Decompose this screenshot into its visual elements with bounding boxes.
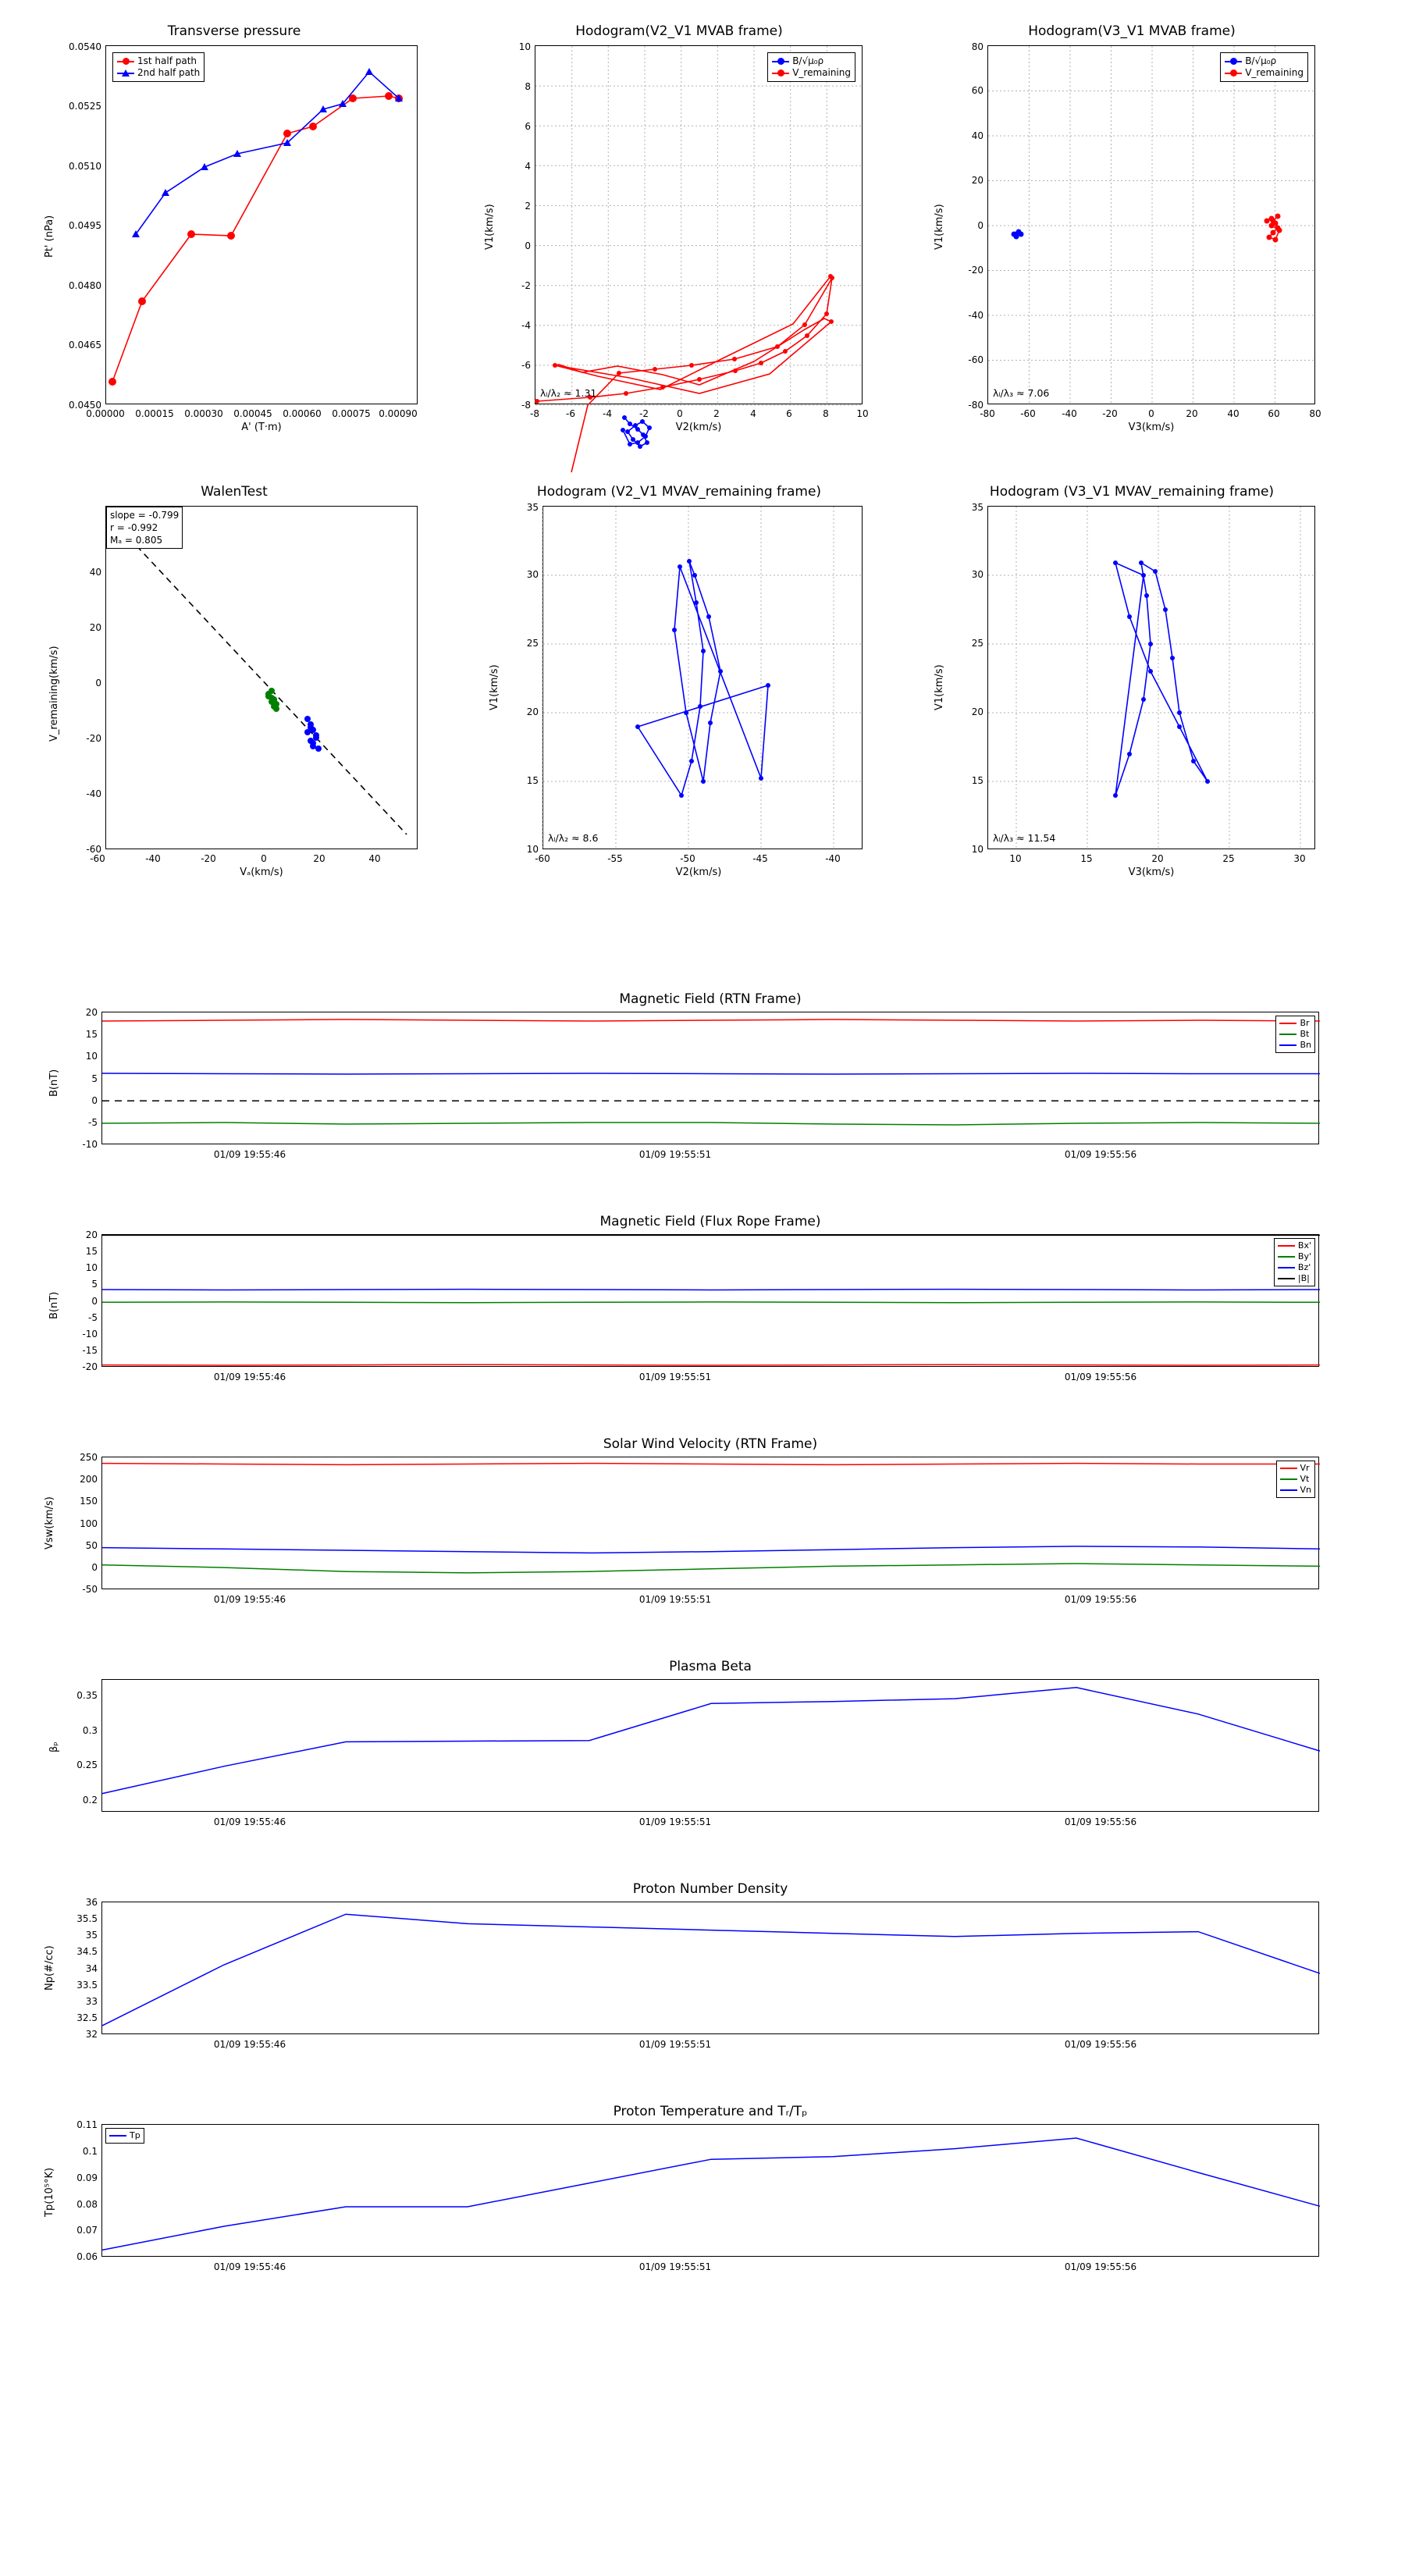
- legend-label: Bz': [1297, 1262, 1311, 1272]
- x-tick: 0.00045: [233, 408, 272, 419]
- y-tick: 8: [525, 81, 531, 92]
- y-tick: 20: [971, 706, 984, 717]
- plot-svg: [543, 507, 863, 850]
- y-tick: 36: [85, 1897, 98, 1908]
- x-tick: 20: [313, 853, 325, 864]
- y-tick: 0.35: [76, 1690, 98, 1701]
- plot-area: [535, 45, 863, 404]
- y-axis-label: V1(km/s): [484, 204, 496, 250]
- y-tick: 30: [971, 569, 984, 580]
- legend-transverse-pressure: [112, 52, 205, 82]
- x-tick: 0.00015: [135, 408, 174, 419]
- y-tick: 0.08: [76, 2199, 98, 2210]
- panel-title: Hodogram(V2_V1 MVAB frame): [575, 23, 783, 39]
- legend-magnetic-field-flux-rope: [1274, 1238, 1315, 1286]
- y-tick: 150: [80, 1496, 98, 1507]
- legend-proton-temperature: [105, 2128, 144, 2144]
- y-tick: 10: [85, 1262, 98, 1273]
- y-tick: 0.07: [76, 2225, 98, 2236]
- x-tick: 10: [856, 408, 869, 419]
- y-tick: 0: [91, 1562, 98, 1573]
- x-tick: -6: [566, 408, 575, 419]
- y-tick: -2: [521, 280, 531, 291]
- panel-hodogram-v3v1-mvab: [921, 16, 1343, 433]
- x-axis-label: V2(km/s): [675, 866, 722, 878]
- y-tick: 80: [971, 41, 984, 52]
- x-tick: -60: [535, 853, 550, 864]
- y-tick: 0.0525: [69, 101, 101, 112]
- y-axis-label: Tp(10⁵°K): [44, 2167, 55, 2217]
- y-axis-label: V1(km/s): [489, 664, 500, 710]
- panel-hodogram-v3v1-mvav: [921, 476, 1343, 882]
- plot-area: [101, 1902, 1319, 2034]
- x-tick: 01/09 19:55:46: [213, 1816, 286, 1827]
- legend-label: B/√μ₀ρ: [792, 55, 824, 66]
- y-tick: 20: [89, 622, 101, 633]
- x-tick: 0.00000: [86, 408, 125, 419]
- x-tick: 60: [1268, 408, 1280, 419]
- x-tick: 01/09 19:55:56: [1064, 1149, 1137, 1160]
- y-tick: -50: [82, 1584, 98, 1595]
- y-tick: 5: [91, 1279, 98, 1290]
- y-tick: -15: [82, 1345, 98, 1356]
- y-tick: 0.1: [82, 2146, 98, 2157]
- y-tick: 10: [518, 41, 531, 52]
- y-tick: -5: [88, 1117, 98, 1128]
- y-tick: -60: [968, 354, 984, 365]
- y-tick: -10: [82, 1329, 98, 1340]
- x-tick: 01/09 19:55:51: [638, 2039, 712, 2050]
- y-tick: 10: [971, 844, 984, 855]
- y-tick: 0.09: [76, 2172, 98, 2183]
- y-tick: 0.0510: [69, 161, 101, 172]
- x-tick: 01/09 19:55:46: [213, 1594, 286, 1605]
- panel-title: Transverse pressure: [167, 23, 301, 39]
- y-axis-label: Np(#/cc): [44, 1945, 55, 1991]
- y-tick: 0.06: [76, 2251, 98, 2262]
- y-tick: 100: [80, 1518, 98, 1529]
- y-tick: -5: [88, 1312, 98, 1323]
- y-tick: 20: [971, 175, 984, 186]
- eigenvalue-ratio-annotation: λₗ/λ₃ ≈ 11.54: [993, 832, 1056, 844]
- legend-label: Vr: [1300, 1463, 1310, 1473]
- x-tick: 01/09 19:55:46: [213, 1372, 286, 1382]
- panel-title: Hodogram(V3_V1 MVAB frame): [1028, 23, 1236, 39]
- y-tick: 20: [85, 1229, 98, 1240]
- x-tick: -60: [90, 853, 105, 864]
- legend-magnetic-field-rtn: [1275, 1016, 1315, 1053]
- y-tick: 15: [85, 1029, 98, 1040]
- x-tick: 01/09 19:55:46: [213, 2039, 286, 2050]
- plot-svg: [535, 46, 863, 405]
- x-tick: -80: [980, 408, 995, 419]
- plot-area: [987, 45, 1315, 404]
- plot-area: [101, 2124, 1319, 2257]
- y-tick: -80: [968, 400, 984, 411]
- y-tick: 4: [525, 161, 531, 172]
- panel-hodogram-v2v1-mvav: [476, 476, 882, 882]
- panel-title: Plasma Beta: [669, 1659, 752, 1674]
- y-tick: -6: [521, 360, 531, 371]
- x-tick: 01/09 19:55:56: [1064, 2039, 1137, 2050]
- legend-label: Bn: [1300, 1040, 1311, 1050]
- plot-area: [101, 1679, 1319, 1812]
- x-tick: 15: [1080, 853, 1093, 864]
- panel-title: Magnetic Field (Flux Rope Frame): [599, 1214, 821, 1229]
- y-tick: 15: [526, 775, 539, 786]
- plot-svg: [102, 1680, 1320, 1813]
- y-tick: 6: [525, 121, 531, 132]
- y-tick: 33.5: [76, 1980, 98, 1991]
- x-tick: 01/09 19:55:46: [213, 2261, 286, 2272]
- y-tick: 34: [85, 1963, 98, 1974]
- legend-label: Tp: [130, 2130, 140, 2140]
- y-tick: -20: [82, 1361, 98, 1372]
- panel-title: Solar Wind Velocity (RTN Frame): [603, 1436, 818, 1452]
- x-tick: 01/09 19:55:51: [638, 1372, 712, 1382]
- legend-label: Bt: [1300, 1029, 1310, 1039]
- legend-label: Vn: [1300, 1485, 1311, 1495]
- y-tick: 20: [85, 1007, 98, 1018]
- y-tick: 0: [91, 1296, 98, 1307]
- y-tick: 34.5: [76, 1946, 98, 1957]
- y-tick: 35: [526, 502, 539, 513]
- x-tick: -4: [603, 408, 612, 419]
- x-tick: 01/09 19:55:56: [1064, 2261, 1137, 2272]
- plot-svg: [102, 1235, 1320, 1368]
- y-tick: 32: [85, 2029, 98, 2040]
- y-tick: 0: [977, 220, 984, 231]
- legend-label: V_remaining: [792, 67, 851, 78]
- y-tick: 10: [526, 844, 539, 855]
- x-tick: -20: [1102, 408, 1118, 419]
- y-tick: 30: [526, 569, 539, 580]
- walen-slope: slope = -0.799: [110, 510, 180, 521]
- legend-label: By': [1297, 1251, 1311, 1261]
- plot-area: [105, 506, 418, 849]
- x-tick: 01/09 19:55:51: [638, 1594, 712, 1605]
- plot-svg: [102, 1012, 1320, 1145]
- x-tick: -55: [607, 853, 623, 864]
- legend-hodogram-v2v1-mvab: [767, 52, 855, 82]
- y-tick: -60: [86, 844, 101, 855]
- x-axis-label: A' (T·m): [241, 422, 282, 433]
- x-tick: -40: [825, 853, 841, 864]
- legend-label: 1st half path: [137, 55, 197, 66]
- y-tick: 35: [971, 502, 984, 513]
- panel-plasma-beta: [31, 1659, 1389, 1846]
- x-tick: 01/09 19:55:56: [1064, 1816, 1137, 1827]
- x-tick: 80: [1309, 408, 1321, 419]
- panel-proton-temperature: [31, 2104, 1389, 2291]
- y-axis-label: Pt' (nPa): [44, 215, 55, 258]
- x-tick: 0: [677, 408, 683, 419]
- y-tick: 35.5: [76, 1913, 98, 1924]
- plot-svg: [988, 46, 1316, 405]
- x-tick: 0.00060: [283, 408, 322, 419]
- legend-label: Vt: [1300, 1474, 1310, 1484]
- y-tick: 200: [80, 1474, 98, 1485]
- x-tick: 0.00090: [379, 408, 418, 419]
- x-tick: 01/09 19:55:51: [638, 1149, 712, 1160]
- panel-walen-test: [31, 476, 437, 882]
- legend-hodogram-v3v1-mvab: [1220, 52, 1308, 82]
- y-tick: 0: [91, 1095, 98, 1106]
- legend-label: |B|: [1297, 1273, 1310, 1283]
- y-tick: 32.5: [76, 2012, 98, 2023]
- y-tick: 5: [91, 1073, 98, 1084]
- panel-title: WalenTest: [201, 484, 268, 500]
- y-tick: -40: [86, 788, 101, 799]
- legend-label: Br: [1300, 1018, 1310, 1028]
- y-axis-label: B(nT): [48, 1069, 60, 1097]
- x-tick: 0.00075: [332, 408, 371, 419]
- plot-svg: [106, 507, 418, 850]
- y-tick: 0.0450: [69, 400, 101, 411]
- eigenvalue-ratio-annotation: λₗ/λ₂ ≈ 1.31: [540, 387, 597, 399]
- y-tick: 15: [85, 1246, 98, 1257]
- x-tick: -40: [1062, 408, 1077, 419]
- x-tick: 0: [1148, 408, 1154, 419]
- x-tick: 20: [1186, 408, 1198, 419]
- y-tick: 0: [95, 678, 101, 688]
- panel-magnetic-field-rtn: [31, 991, 1389, 1179]
- plot-area: [101, 1012, 1319, 1144]
- y-tick: -20: [968, 265, 984, 276]
- y-tick: 0.0495: [69, 220, 101, 231]
- x-tick: 40: [368, 853, 381, 864]
- x-tick: 30: [1293, 853, 1306, 864]
- y-axis-label: Vsw(km/s): [44, 1496, 55, 1550]
- y-tick: 60: [971, 85, 984, 96]
- plot-svg: [102, 1457, 1320, 1590]
- y-tick: 0.25: [76, 1759, 98, 1770]
- x-tick: -40: [145, 853, 161, 864]
- y-axis-label: βₚ: [48, 1742, 60, 1752]
- legend-label: B/√μ₀ρ: [1245, 55, 1277, 66]
- x-tick: 8: [823, 408, 829, 419]
- plot-svg: [102, 2125, 1320, 2258]
- x-tick: -60: [1020, 408, 1036, 419]
- x-tick: 20: [1151, 853, 1164, 864]
- x-axis-label: V3(km/s): [1128, 866, 1175, 878]
- plot-area: [101, 1234, 1319, 1367]
- panel-magnetic-field-flux-rope: [31, 1214, 1389, 1401]
- y-axis-label: B(nT): [48, 1291, 60, 1319]
- y-tick: 0.11: [76, 2119, 98, 2130]
- x-tick: 01/09 19:55:51: [638, 1816, 712, 1827]
- x-tick: 01/09 19:55:51: [638, 2261, 712, 2272]
- legend-label: V_remaining: [1245, 67, 1304, 78]
- y-tick: -8: [521, 400, 531, 411]
- y-axis-label: V1(km/s): [934, 204, 945, 250]
- y-axis-label: V_remaining(km/s): [48, 646, 60, 742]
- legend-label: Bx': [1297, 1240, 1311, 1251]
- panel-title: Hodogram (V3_V1 MVAV_remaining frame): [989, 484, 1275, 500]
- plot-area: [101, 1457, 1319, 1589]
- y-tick: 35: [85, 1930, 98, 1941]
- x-tick: -20: [201, 853, 216, 864]
- x-tick: -8: [530, 408, 539, 419]
- walen-stats-box: [106, 507, 183, 549]
- x-tick: 6: [786, 408, 792, 419]
- eigenvalue-ratio-annotation: λₗ/λ₃ ≈ 7.06: [993, 387, 1050, 399]
- walen-ma: Mₐ = 0.805: [110, 535, 163, 546]
- x-tick: 01/09 19:55:56: [1064, 1372, 1137, 1382]
- y-tick: 0.2: [82, 1795, 98, 1806]
- plot-area: [542, 506, 863, 849]
- x-tick: 0: [261, 853, 267, 864]
- legend-solar-wind-velocity: [1276, 1461, 1316, 1498]
- x-tick: -45: [752, 853, 768, 864]
- y-tick: 40: [971, 130, 984, 141]
- y-tick: 2: [525, 201, 531, 212]
- y-tick: -20: [86, 733, 101, 744]
- panel-solar-wind-velocity-rtn: [31, 1436, 1389, 1624]
- y-tick: 0.0540: [69, 41, 101, 52]
- x-tick: 01/09 19:55:46: [213, 1149, 286, 1160]
- panel-title: Proton Number Density: [632, 1881, 788, 1897]
- y-tick: -10: [82, 1139, 98, 1150]
- panel-transverse-pressure: [31, 16, 437, 433]
- walen-r: r = -0.992: [110, 522, 158, 533]
- x-tick: -2: [639, 408, 649, 419]
- x-tick: -50: [680, 853, 695, 864]
- y-tick: 0.0465: [69, 340, 101, 350]
- x-tick: 10: [1009, 853, 1022, 864]
- plot-area: [105, 45, 418, 404]
- plot-svg: [102, 1902, 1320, 2035]
- panel-hodogram-v2v1-mvab: [476, 16, 882, 433]
- y-tick: 25: [526, 638, 539, 649]
- y-tick: -4: [521, 320, 531, 331]
- y-tick: 0.0480: [69, 280, 101, 291]
- panel-title: Proton Temperature and Tᵣ/Tₚ: [613, 2104, 808, 2119]
- y-axis-label: V1(km/s): [934, 664, 945, 710]
- x-axis-label: V2(km/s): [675, 422, 722, 433]
- x-tick: 40: [1227, 408, 1240, 419]
- y-tick: 40: [89, 567, 101, 578]
- legend-label: 2nd half path: [137, 67, 201, 78]
- y-tick: 20: [526, 706, 539, 717]
- y-tick: 25: [971, 638, 984, 649]
- panel-proton-number-density: [31, 1881, 1389, 2069]
- plot-svg: [988, 507, 1316, 850]
- y-tick: 15: [971, 775, 984, 786]
- x-tick: 4: [750, 408, 756, 419]
- y-tick: 50: [85, 1540, 98, 1551]
- y-tick: -40: [968, 310, 984, 321]
- eigenvalue-ratio-annotation: λₗ/λ₂ ≈ 8.6: [548, 832, 599, 844]
- x-tick: 2: [713, 408, 720, 419]
- x-axis-label: Vₐ(km/s): [240, 866, 283, 878]
- y-tick: 0: [525, 240, 531, 251]
- y-tick: 10: [85, 1051, 98, 1062]
- y-tick: 0.3: [82, 1725, 98, 1736]
- x-tick: 25: [1222, 853, 1235, 864]
- y-tick: 250: [80, 1452, 98, 1463]
- plot-area: [987, 506, 1315, 849]
- panel-title: Magnetic Field (RTN Frame): [619, 991, 802, 1007]
- x-tick: 01/09 19:55:56: [1064, 1594, 1137, 1605]
- plot-svg: [106, 46, 418, 405]
- x-axis-label: V3(km/s): [1128, 422, 1175, 433]
- y-tick: 33: [85, 1996, 98, 2007]
- x-tick: 0.00030: [184, 408, 223, 419]
- panel-title: Hodogram (V2_V1 MVAV_remaining frame): [536, 484, 822, 500]
